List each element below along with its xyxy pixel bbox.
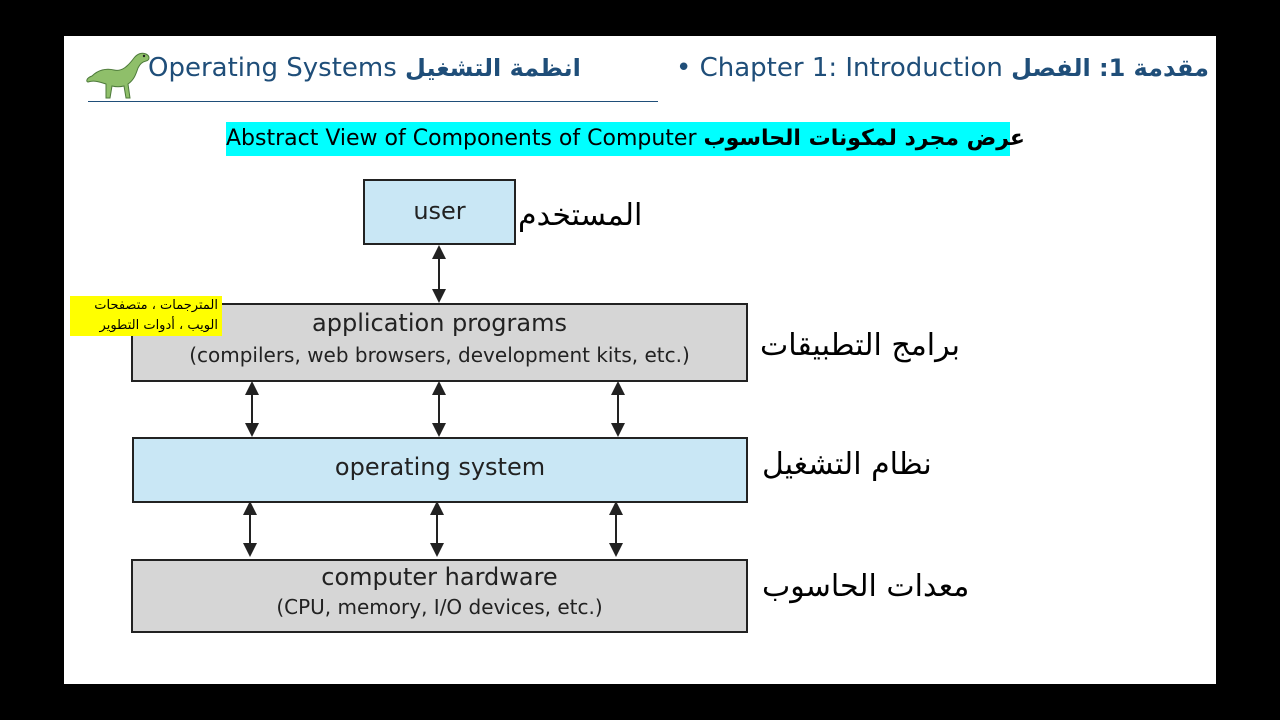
user-box-title: user xyxy=(413,197,466,225)
apps-box-subtitle: (compilers, web browsers, development kits, etc.) xyxy=(189,343,690,367)
os-box xyxy=(132,437,748,503)
os-arabic-label: نظام التشغيل xyxy=(762,447,932,482)
chapter-number: 1: xyxy=(1098,54,1126,82)
course-title-arabic: انظمة التشغيل xyxy=(405,54,581,82)
chapter-title-latin: Chapter 1: Introduction xyxy=(699,53,1003,83)
dinosaur-logo-icon xyxy=(84,42,156,102)
slide-subtitle xyxy=(226,122,1025,156)
user-arabic-label: المستخدم xyxy=(518,198,643,233)
chapter-title xyxy=(676,53,1209,83)
chapter-title-arabic: مقدمة xyxy=(1133,54,1209,82)
chapter-title-arabic-prefix: الفصل xyxy=(1011,54,1091,82)
subtitle-arabic: عرض مجرد لمكونات الحاسوب xyxy=(703,126,1025,151)
hardware-box xyxy=(131,559,748,633)
apps-arabic-label: برامج التطبيقات xyxy=(760,328,961,363)
user-box xyxy=(363,179,516,245)
course-title-latin: Operating Systems xyxy=(148,53,397,83)
hardware-box-subtitle: (CPU, memory, I/O devices, etc.) xyxy=(276,595,603,619)
bullet: • xyxy=(676,53,692,83)
apps-note-line2: الويب ، أدوات التطوير xyxy=(99,318,218,333)
header-divider xyxy=(88,101,658,102)
apps-arabic-note xyxy=(70,296,222,336)
apps-note-line1: المترجمات ، متصفحات xyxy=(94,298,218,313)
apps-box xyxy=(131,303,748,382)
logo xyxy=(84,42,156,102)
os-box-title: operating system xyxy=(334,453,546,481)
course-title xyxy=(148,53,581,83)
hardware-arabic-label: معدات الحاسوب xyxy=(762,569,970,604)
apps-box-title: application programs xyxy=(312,309,567,337)
subtitle-latin: Abstract View of Components of Computer xyxy=(226,126,697,151)
hardware-box-title: computer hardware xyxy=(321,563,558,591)
